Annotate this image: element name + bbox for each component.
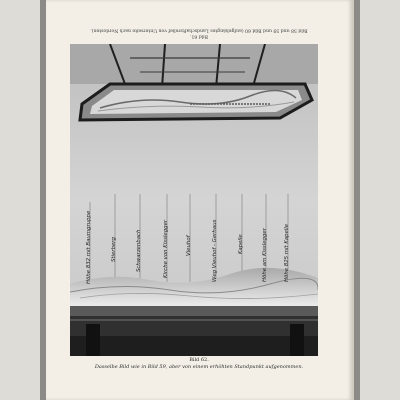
label-hoehe-825: Höhe 825 mit Kapelle xyxy=(284,223,290,282)
photograph xyxy=(70,44,318,356)
label-hoehe-832: Höhe 832 mit Baumgruppe xyxy=(86,210,92,284)
label-kapelle: Kapelle xyxy=(238,234,244,254)
label-kirche: Kirche von Kisslegger xyxy=(163,219,169,278)
ceiling xyxy=(70,44,318,84)
label-vieuhof: Vieuhof xyxy=(186,235,192,256)
photograph-drawing xyxy=(70,44,318,356)
top-caption-line-1: Bild 61. xyxy=(189,33,209,39)
label-hoehe-am: Höhe am Kisslegger xyxy=(262,228,268,282)
label-weg: Weg Vieuhof - Gerhaus xyxy=(212,219,218,282)
book-page xyxy=(46,0,352,400)
bottom-caption: Dasselbe Bild wie in Bild 59, aber von einem erhöhten Standpunkt aufgenommen. xyxy=(94,364,304,370)
top-caption xyxy=(46,26,352,38)
top-caption-line-2: Bild 58 und 59 und Bild 60 (aufgehängtes Landschaftsrelief von Unterseite nach Nordosten). xyxy=(90,27,308,33)
figure-number: Bild 62. xyxy=(189,357,209,363)
label-schwarzenbach: Schwarzenbach xyxy=(136,229,142,272)
label-stierberg: Stierberg xyxy=(111,237,117,262)
